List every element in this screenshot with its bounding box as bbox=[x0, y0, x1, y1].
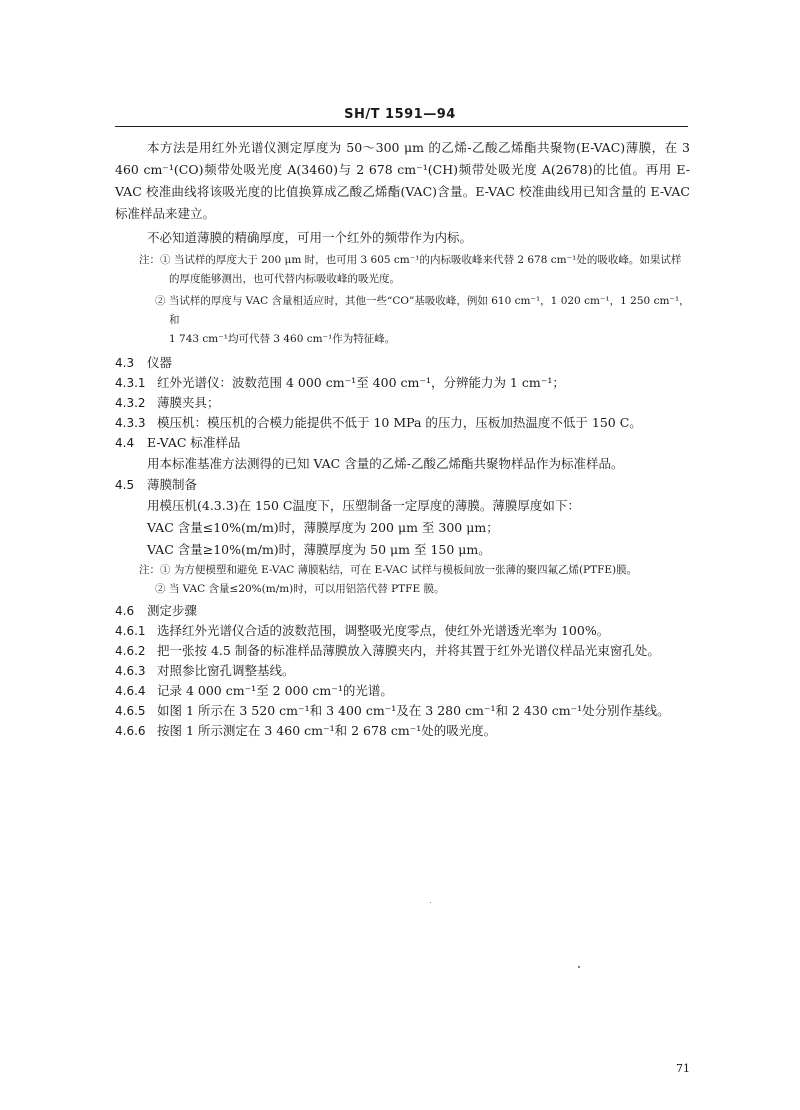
section-number: 4.3 bbox=[115, 356, 135, 370]
section-title: 仪器 bbox=[147, 355, 173, 370]
section-number: 4.6.6 bbox=[115, 724, 146, 738]
section-4-5-note-2: ② 当 VAC 含量≤20%(m/m)时，可以用铝箔代替 PTFE 膜。 bbox=[155, 583, 445, 595]
note-2-continued: 1 743 cm⁻¹均可代替 3 460 cm⁻¹作为特征峰。 bbox=[169, 333, 396, 345]
section-title: 薄膜制备 bbox=[147, 477, 198, 492]
intro-paragraph-2: 不必知道薄膜的精确厚度，可用一个红外的频带作为内标。 bbox=[147, 230, 473, 245]
section-number: 4.3.1 bbox=[115, 376, 146, 390]
section-number: 4.6 bbox=[115, 604, 135, 618]
section-4-5-line-2: VAC 含量≤10%(m/m)时，薄膜厚度为 200 μm 至 300 μm； bbox=[147, 520, 499, 535]
section-text: 红外光谱仪：波数范围 4 000 cm⁻¹至 400 cm⁻¹，分辨能力为 1 cm⁻¹； bbox=[157, 375, 565, 390]
note-1: 注：① 当试样的厚度大于 200 μm 时，也可用 3 605 cm⁻¹的内标吸收峰来代替 2 678 cm⁻¹处的吸收峰。如果试样的厚度能够测出，也可代替内标吸收峰的吸光度。 bbox=[139, 254, 682, 285]
header-rule bbox=[115, 126, 688, 127]
page-number: 71 bbox=[676, 1062, 690, 1075]
section-4-6 bbox=[115, 601, 690, 621]
section-title: 测定步骤 bbox=[147, 603, 198, 618]
section-text: 对照参比窗孔调整基线。 bbox=[157, 663, 295, 678]
section-4-6-6 bbox=[115, 721, 690, 741]
section-text: 把一张按 4.5 制备的标准样品薄膜放入薄膜夹内，并将其置于红外光谱仪样品光束窗孔处。 bbox=[157, 643, 660, 658]
section-4-3-3 bbox=[115, 413, 690, 433]
document-body bbox=[115, 137, 690, 741]
section-4-5 bbox=[115, 475, 690, 495]
section-number: 4.6.5 bbox=[115, 704, 146, 718]
section-number: 4.6.3 bbox=[115, 664, 146, 678]
section-4-3-2 bbox=[115, 393, 690, 413]
section-4-4-body: 用本标准基准方法测得的已知 VAC 含量的乙烯-乙酸乙烯酯共聚物样品作为标准样品。 bbox=[147, 456, 624, 471]
standard-code-header: SH/T 1591—94 bbox=[344, 107, 456, 122]
section-4-3 bbox=[115, 353, 690, 373]
section-4-5-line-1: 用模压机(4.3.3)在 150 C温度下，压塑制备一定厚度的薄膜。薄膜厚度如下： bbox=[147, 498, 580, 513]
section-text: 按图 1 所示测定在 3 460 cm⁻¹和 2 678 cm⁻¹处的吸光度。 bbox=[157, 723, 497, 738]
section-text: 选择红外光谱仪合适的波数范围，调整吸光度零点，使红外光谱透光率为 100%。 bbox=[157, 623, 610, 638]
section-text: 记录 4 000 cm⁻¹至 2 000 cm⁻¹的光谱。 bbox=[157, 683, 393, 698]
section-text: 如图 1 所示在 3 520 cm⁻¹和 3 400 cm⁻¹及在 3 280 cm⁻¹和 2 430 cm⁻¹处分别作基线。 bbox=[157, 703, 670, 718]
section-4-5-note-1: 注：① 为方便模塑和避免 E-VAC 薄膜粘结，可在 E-VAC 试样与模板间放一张薄的聚四氟乙烯(PTFE)膜。 bbox=[139, 564, 638, 576]
section-4-6-2 bbox=[115, 641, 690, 661]
section-title: E-VAC 标准样品 bbox=[147, 435, 241, 450]
section-4-6-5 bbox=[115, 701, 690, 721]
section-4-6-1 bbox=[115, 621, 690, 641]
note-2: ② 当试样的厚度与 VAC 含量相适应时，其他一些“CO”基吸收峰，例如 610 cm⁻¹，1 020 cm⁻¹，1 250 cm⁻¹，和 bbox=[155, 295, 690, 326]
section-text: 薄膜夹具； bbox=[157, 395, 220, 410]
section-4-3-1 bbox=[115, 373, 690, 393]
section-4-4 bbox=[115, 433, 690, 453]
section-number: 4.6.1 bbox=[115, 624, 146, 638]
section-4-5-line-3: VAC 含量≥10%(m/m)时，薄膜厚度为 50 μm 至 150 μm。 bbox=[147, 542, 491, 557]
intro-paragraph: 本方法是用红外光谱仪测定厚度为 50～300 μm 的乙烯-乙酸乙烯酯共聚物(E-VAC)薄膜，在 3 460 cm⁻¹(CO)频带处吸光度 A(3460)与 2 678 cm⁻¹(CH)频带处吸光度 A(2678)的比值。再用 E-VAC 校准曲线将该吸光度的比值换算成乙酸乙烯酯(VAC)含量。E-VAC 校准曲线用已知含量的 E-VAC 标准样品来建立。 bbox=[115, 140, 690, 221]
scan-speck bbox=[430, 902, 431, 903]
section-number: 4.3.3 bbox=[115, 416, 146, 430]
section-4-6-3 bbox=[115, 661, 690, 681]
section-number: 4.4 bbox=[115, 436, 135, 450]
scan-speck bbox=[578, 966, 580, 968]
section-text: 模压机：模压机的合模力能提供不低于 10 MPa 的压力，压板加热温度不低于 150 C。 bbox=[157, 415, 642, 430]
section-number: 4.6.4 bbox=[115, 684, 146, 698]
section-number: 4.5 bbox=[115, 478, 135, 492]
section-number: 4.3.2 bbox=[115, 396, 146, 410]
section-number: 4.6.2 bbox=[115, 644, 146, 658]
section-4-6-4 bbox=[115, 681, 690, 701]
